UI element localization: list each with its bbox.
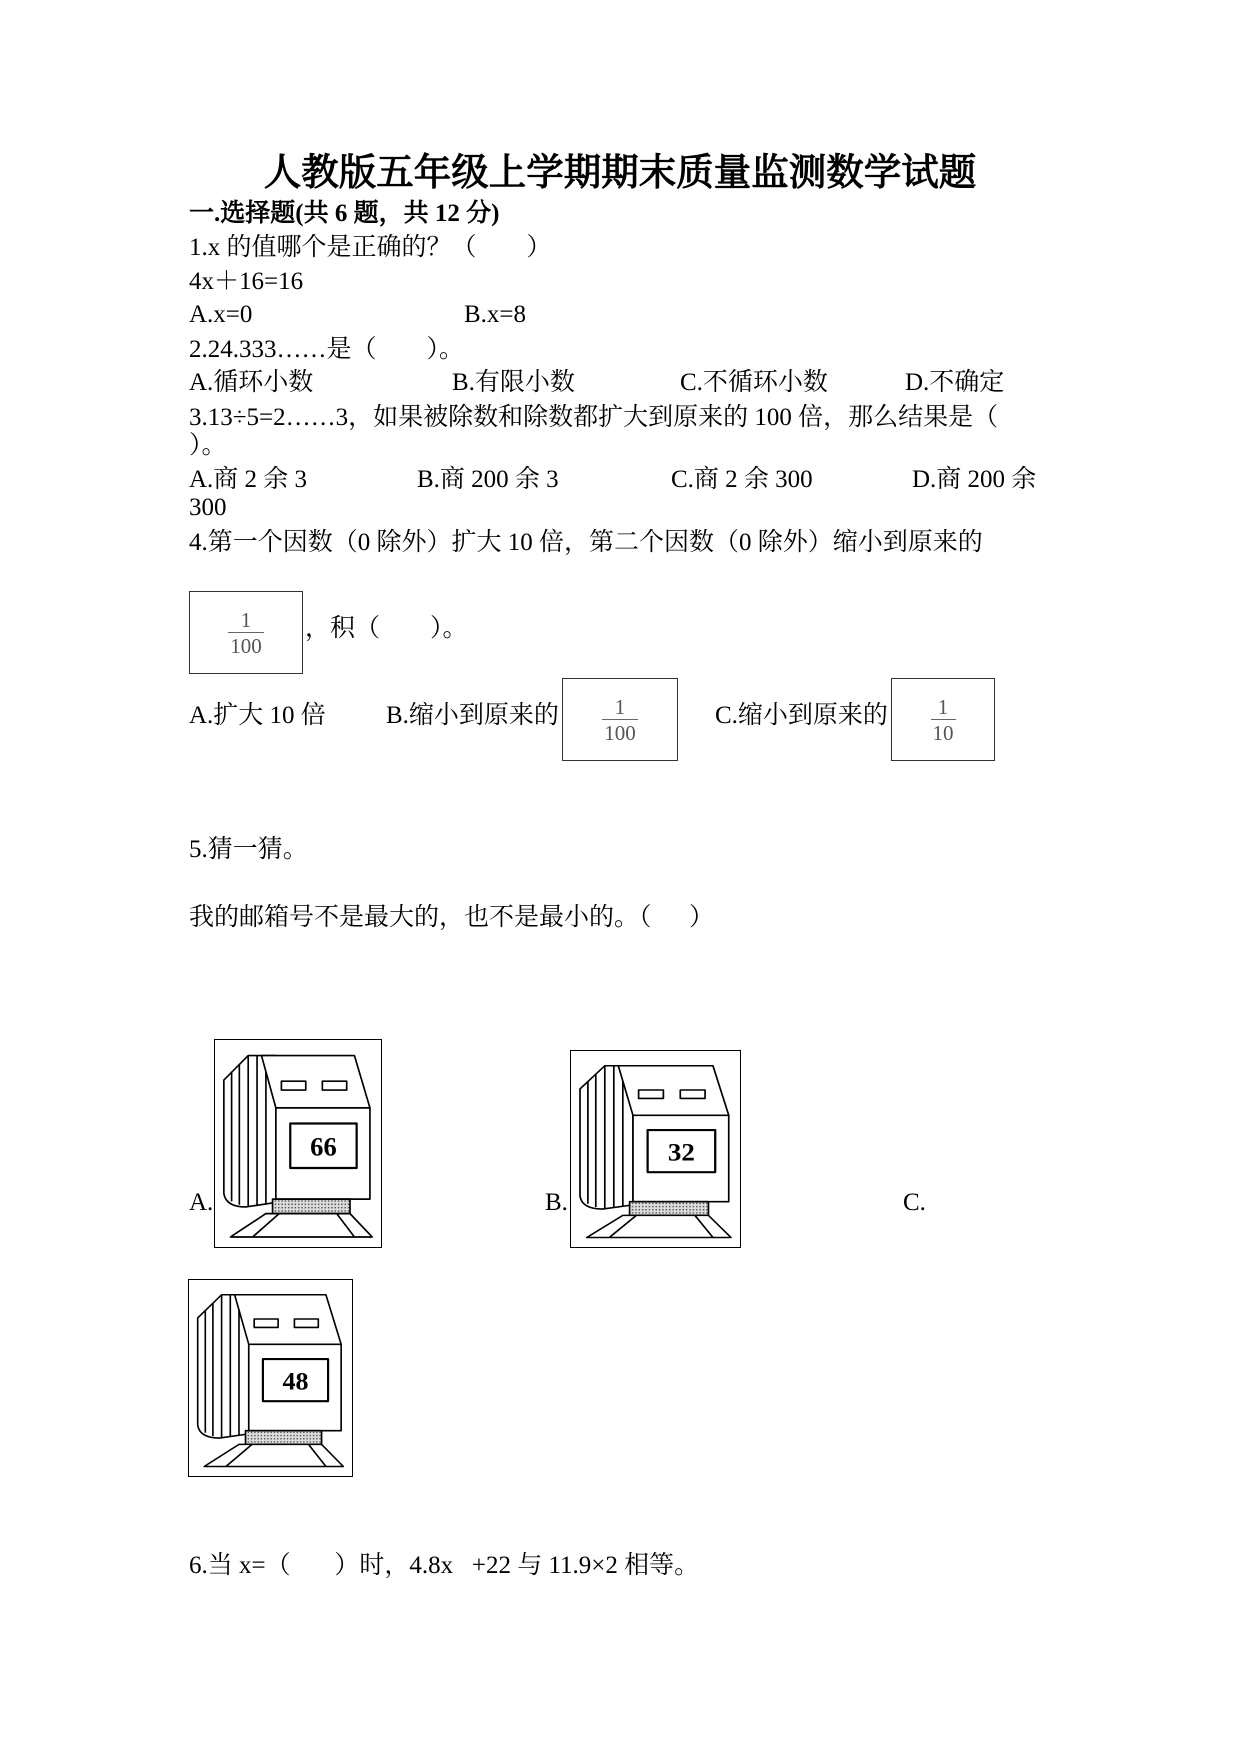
question-3-option-b: B.商 200 余 3	[417, 466, 559, 493]
question-4-option-c: C.缩小到原来的	[715, 702, 888, 729]
fraction-denominator: 10	[932, 720, 954, 745]
mailbox-drawing	[189, 1280, 352, 1476]
exam-title: 人教版五年级上学期期末质量监测数学试题	[263, 153, 977, 194]
mailbox-image-a	[214, 1039, 382, 1248]
question-5-option-b-label: B.	[545, 1189, 568, 1216]
mailbox-slot-right	[294, 1319, 318, 1327]
mailbox-number: 66	[310, 1131, 337, 1162]
question-2-option-d: D.不确定	[905, 369, 1005, 396]
question-2-option-a: A.循环小数	[189, 369, 314, 396]
fraction	[602, 696, 638, 744]
question-3-option-a: A.商 2 余 3	[189, 466, 308, 493]
fraction-numerator: 1	[614, 694, 626, 719]
question-1-stem: 1.x 的值哪个是正确的？（ ）	[189, 234, 552, 261]
mailbox-base-band	[246, 1431, 322, 1445]
fraction-bar	[602, 719, 638, 720]
fraction	[228, 609, 264, 657]
question-4-option-b: B.缩小到原来的	[386, 702, 559, 729]
mailbox-top	[618, 1066, 728, 1116]
question-3-stem-line-1: 3.13÷5=2……3，如果被除数和除数都扩大到原来的 100 倍，那么结果是（	[189, 404, 999, 431]
fraction-denominator: 100	[604, 720, 636, 745]
question-3-stem-line-2: ）。	[189, 432, 227, 459]
question-5-stem: 5.猜一猜。	[189, 836, 308, 863]
section-heading: 一.选择题(共 6 题，共 12 分)	[189, 200, 500, 227]
question-4-stem: 4.第一个因数（0 除外）扩大 10 倍，第二个因数（0 除外）缩小到原来的	[189, 529, 983, 556]
question-2-option-b: B.有限小数	[452, 369, 575, 396]
question-5-prompt: 我的邮箱号不是最大的，也不是最小的。（ ）	[189, 904, 715, 931]
mailbox-drawing	[215, 1040, 381, 1247]
fraction-bar	[931, 719, 956, 720]
mailbox-image-b	[570, 1050, 741, 1248]
question-2-option-c: C.不循环小数	[680, 369, 828, 396]
question-2-stem: 2.24.333……是（ ）。	[189, 336, 465, 363]
question-4-option-b-fraction-box	[562, 678, 678, 761]
mailbox-base-band	[273, 1199, 350, 1213]
mailbox-number: 32	[667, 1138, 695, 1167]
mailbox-image-c	[188, 1279, 353, 1477]
question-4-stem-tail: ，积（ ）。	[305, 615, 468, 642]
question-5-option-a-label: A.	[189, 1189, 214, 1216]
question-3-option-d-wrap: 300	[189, 494, 227, 521]
mailbox-slot-left	[281, 1081, 305, 1090]
mailbox-top	[261, 1056, 369, 1108]
mailbox-slot-left	[639, 1090, 664, 1098]
question-1-option-b: B.x=8	[464, 301, 527, 328]
fraction	[931, 696, 956, 744]
question-1-equation: 4x＋16=16	[189, 268, 304, 295]
mailbox-number: 48	[282, 1366, 309, 1396]
question-6-stem: 6.当 x=（ ）时，4.8x +22 与 11.9×2 相等。	[189, 1552, 700, 1579]
fraction-numerator: 1	[937, 694, 949, 719]
question-4-option-a: A.扩大 10 倍	[189, 702, 326, 729]
mailbox-slot-right	[322, 1081, 346, 1090]
question-3-option-d: D.商 200 余	[912, 466, 1037, 493]
mailbox-base-band	[630, 1202, 709, 1216]
question-5-option-c-label: C.	[903, 1189, 926, 1216]
mailbox-top	[235, 1295, 341, 1345]
fraction-bar	[228, 632, 264, 633]
mailbox-slot-right	[680, 1090, 705, 1098]
mailbox-slot-left	[254, 1319, 278, 1327]
fraction-denominator: 100	[230, 633, 262, 658]
question-1-option-a: A.x=0	[189, 301, 253, 328]
question-4-option-c-fraction-box	[891, 678, 995, 761]
question-3-option-c: C.商 2 余 300	[671, 466, 813, 493]
question-4-stem-fraction-box	[189, 591, 303, 674]
fraction-numerator: 1	[240, 607, 252, 632]
mailbox-drawing	[571, 1051, 740, 1247]
